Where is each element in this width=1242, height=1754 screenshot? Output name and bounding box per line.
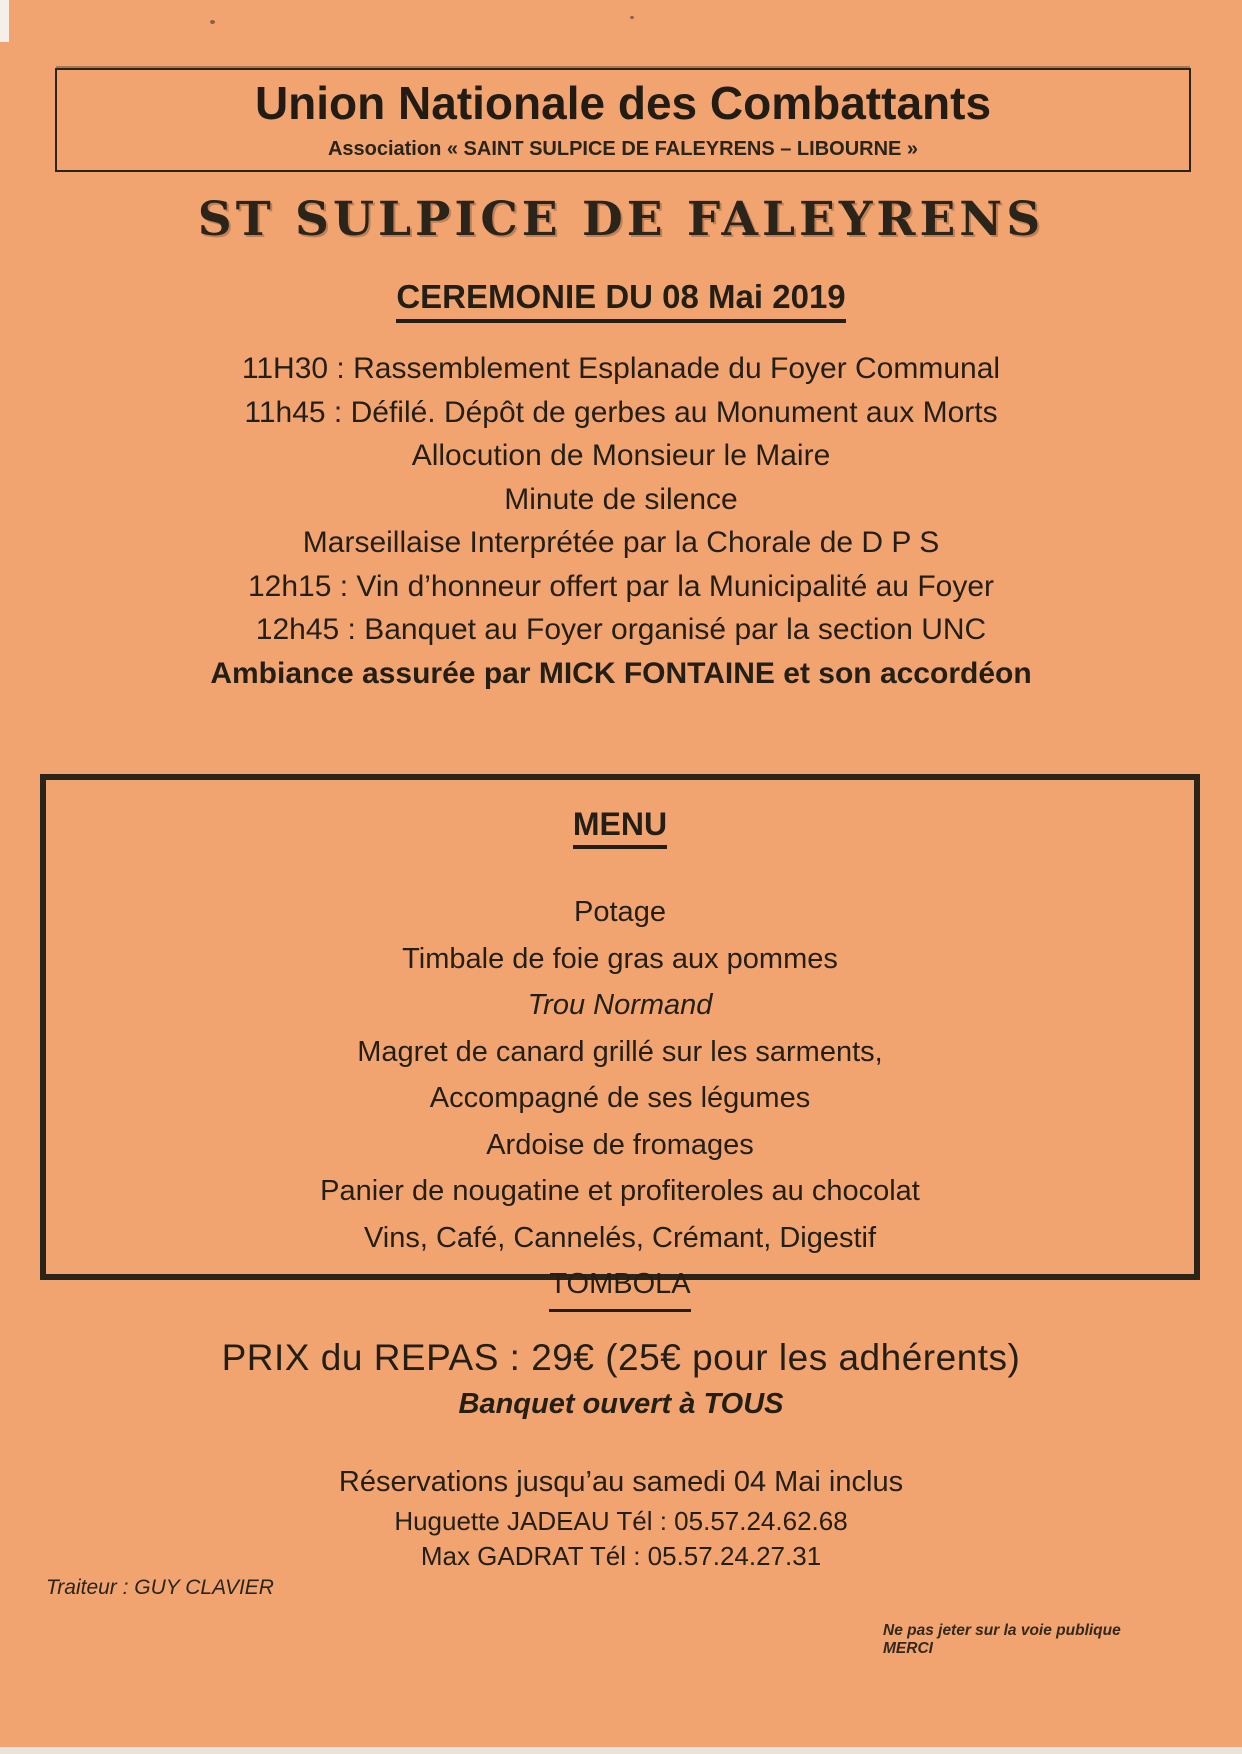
caterer-line: Traiteur : GUY CLAVIER: [46, 1576, 274, 1599]
schedule-line: Marseillaise Interprétée par la Chorale de D P S: [302, 526, 940, 559]
footnote: Ne pas jeter sur la voie publique MERCI: [883, 1622, 1121, 1657]
menu-item: Potage: [574, 896, 666, 928]
ambiance-line: Ambiance assurée par MICK FONTAINE et son accordéon: [210, 656, 1032, 690]
ceremony-heading-text: CEREMONIE DU 08 Mai 2019: [396, 278, 845, 323]
schedule-line: Minute de silence: [504, 482, 738, 516]
header-title: Union Nationale des Combattants: [254, 77, 992, 130]
town-title: ST SULPICE DE FALEYRENS: [197, 192, 1045, 247]
scan-speck: [630, 16, 634, 19]
ceremony-schedule: [0, 347, 1242, 695]
menu-item: Trou Normand: [527, 989, 713, 1021]
menu-item: Accompagné de ses légumes: [429, 1082, 811, 1114]
banquet-open-line: Banquet ouvert à TOUS: [458, 1388, 784, 1420]
header-box: [55, 68, 1191, 172]
schedule-line: Allocution de Monsieur le Maire: [411, 439, 831, 472]
contact-line: Max GADRAT Tél : 05.57.24.27.31: [420, 1541, 822, 1571]
header-subtitle: Association « SAINT SULPICE DE FALEYRENS – LIBOURNE »: [327, 137, 919, 160]
menu-item: Panier de nougatine et profiteroles au chocolat: [320, 1175, 920, 1207]
schedule-line: 11h45 : Défilé. Dépôt de gerbes au Monument aux Morts: [244, 395, 998, 429]
price-line: PRIX du REPAS : 29€ (25€ pour les adhérents): [221, 1337, 1021, 1378]
reservation-deadline: Réservations jusqu’au samedi 04 Mai inclus: [338, 1466, 904, 1498]
schedule-line: 11H30 : Rassemblement Esplanade du Foyer Communal: [241, 352, 1001, 385]
schedule-line: 12h45 : Banquet au Foyer organisé par la section UNC: [255, 613, 987, 646]
menu-item: Magret de canard grillé sur les sarments,: [357, 1035, 883, 1068]
contact-line: Huguette JADEAU Tél : 05.57.24.62.68: [394, 1506, 848, 1536]
menu-item: Timbale de foie gras aux pommes: [402, 942, 838, 975]
menu-heading-text: MENU: [573, 806, 667, 849]
menu-items: [46, 889, 1194, 1312]
tombola-heading: [46, 1261, 1194, 1312]
schedule-line: 12h15 : Vin d’honneur offert par la Municipalité au Foyer: [247, 569, 995, 603]
scan-edge-artifact: [0, 1747, 1242, 1754]
scan-speck: [210, 20, 215, 24]
menu-item: Ardoise de fromages: [486, 1128, 754, 1161]
tombola-heading-text: TOMBOLA: [549, 1261, 690, 1312]
menu-item: Vins, Café, Cannelés, Crémant, Digestif: [363, 1221, 877, 1254]
scan-edge-artifact: [0, 0, 9, 42]
menu-heading: [46, 806, 1194, 849]
ceremony-heading: [0, 278, 1242, 323]
menu-box: [40, 774, 1200, 1300]
